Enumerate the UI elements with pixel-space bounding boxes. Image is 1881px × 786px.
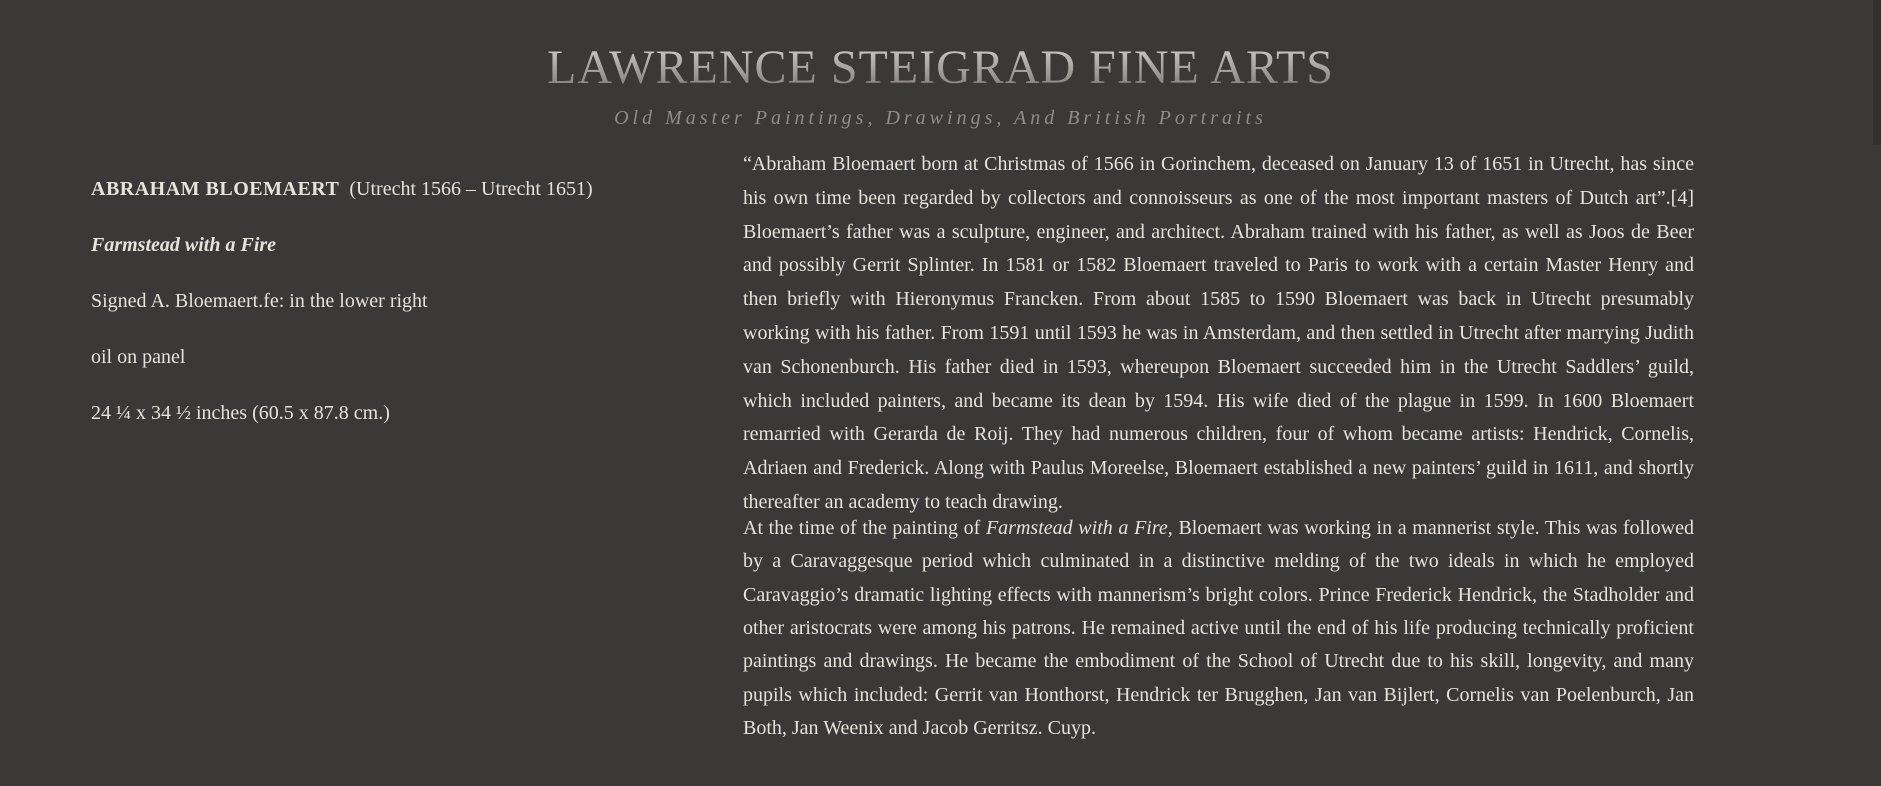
artwork-details — [91, 175, 691, 455]
artwork-description — [743, 148, 1694, 746]
artist-name: ABRAHAM BLOEMAERT — [91, 178, 340, 200]
artwork-dimensions: 24 ¼ x 34 ½ inches (60.5 x 87.8 cm.) — [91, 402, 390, 424]
description-paragraph-2 — [743, 512, 1694, 746]
artwork-signature: Signed A. Bloemaert.fe: in the lower right — [91, 290, 428, 312]
artist-dates: (Utrecht 1566 – Utrecht 1651) — [349, 178, 593, 200]
scrollbar-thumb[interactable] — [1873, 0, 1881, 145]
paragraph-2-rest: Bloemaert was working in a mannerist style. This was followed by a Caravaggesque period which culminated in a distinctive melding of the two ideals in which he employed Caravaggio’s dramatic lighting effects with mannerism’s bright colors. Prince Frederick Hendrick, the Stadholder and other aristocrats were among his patrons. He remained active until the end of his life producing technically proficient paintings and drawings. He became the embodiment of the School of Utrecht due to his skill, longevity, and many pupils which included: Gerrit van Honthorst, Hendrick ter Brugghen, Jan van Bijlert, Cornelis van Poelenburch, Jan Both, Jan Weenix and Jacob Gerritsz. Cuyp. — [743, 516, 1694, 740]
paragraph-2-artwork-title: Farmstead with a Fire, — [985, 516, 1173, 539]
artwork-title: Farmstead with a Fire — [91, 234, 277, 256]
site-header — [0, 38, 1881, 130]
artwork-medium: oil on panel — [91, 346, 186, 368]
description-paragraph-1: “Abraham Bloemaert born at Christmas of 1566 in Gorinchem, deceased on January 13 of 1651 in Utrecht, has since his own time been regarded by collectors and connoisseurs as one of the most important masters of Dutch art”.[4] Bloemaert’s father was a sculpture, engineer, and architect. Abraham trained with his father, as well as Joos de Beer and possibly Gerrit Splinter. In 1581 or 1582 Bloemaert traveled to Paris to work with a certain Master Henry and then briefly with Hieronymus Francken. From about 1585 to 1590 Bloemaert was back in Utrecht presumably working with his father. From 1591 until 1593 he was in Amsterdam, and then settled in Utrecht after marrying Judith van Schonenburch. His father died in 1593, whereupon Bloemaert succeeded him in the Utrecht Saddlers’ guild, which included painters, and became its dean by 1594. His wife died of the plague in 1599. In 1600 Bloemaert remarried with Gerarda de Roij. They had numerous children, four of whom became artists: Hendrick, Cornelis, Adriaen and Frederick. Along with Paulus Moreelse, Bloemaert established a new painters’ guild in 1611, and shortly thereafter an academy to teach drawing. — [743, 153, 1694, 513]
paragraph-2-intro: At the time of the painting of — [743, 516, 986, 539]
artist-line — [91, 175, 691, 203]
site-title[interactable]: LAWRENCE STEIGRAD FINE ARTS — [0, 38, 1881, 98]
site-subtitle: Old Master Paintings, Drawings, And British Portraits — [614, 107, 1267, 129]
